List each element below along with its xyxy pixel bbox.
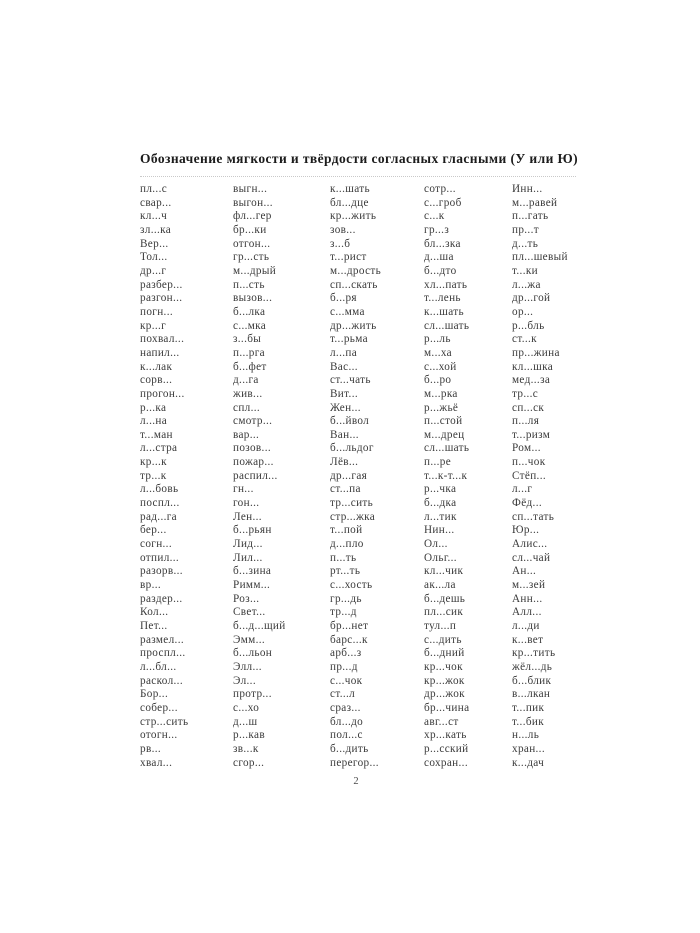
- word-item: др...гой: [512, 292, 551, 305]
- word-item: п...ля: [512, 415, 540, 428]
- word-item: проспл...: [140, 647, 186, 660]
- word-column-2: [233, 183, 330, 770]
- word-item: распил...: [233, 469, 278, 482]
- word-item: сп...ск: [512, 401, 545, 414]
- word-item: б...льон: [233, 647, 273, 660]
- word-item: гр...дь: [330, 592, 362, 605]
- word-item: рад...га: [140, 510, 177, 523]
- word-columns: [140, 183, 576, 770]
- word-item: кл...шка: [512, 360, 554, 373]
- word-item: барс...к: [330, 633, 368, 646]
- word-item: л...жа: [512, 278, 541, 291]
- word-item: бер...: [140, 524, 167, 537]
- word-item: Нин...: [424, 524, 455, 537]
- word-item: д...га: [233, 374, 259, 387]
- word-item: Тол...: [140, 251, 168, 264]
- word-item: р...ка: [140, 401, 167, 414]
- word-item: сл...шать: [424, 442, 470, 455]
- word-item: д...ш: [233, 715, 258, 728]
- word-item: л...ди: [512, 620, 540, 632]
- word-item: к...шать: [330, 183, 370, 195]
- word-item: гон...: [233, 497, 260, 510]
- word-item: кр...г: [140, 319, 167, 332]
- word-item: стр...жка: [330, 510, 376, 523]
- word-item: м...рка: [424, 387, 458, 400]
- word-item: т...рьма: [330, 333, 368, 346]
- word-item: бл...зка: [424, 237, 461, 250]
- word-item: выгн...: [233, 183, 268, 195]
- word-item: Лёв...: [330, 456, 359, 469]
- word-item: гн...: [233, 483, 254, 496]
- word-item: Ан...: [512, 565, 537, 578]
- word-item: сохран...: [424, 756, 468, 769]
- word-item: к...шать: [424, 305, 464, 318]
- word-item: Вер...: [140, 237, 169, 250]
- word-item: Вит...: [330, 387, 358, 400]
- title-underline: [140, 176, 576, 177]
- word-item: собер...: [140, 701, 178, 714]
- word-item: кл...ч: [140, 210, 168, 223]
- word-item: отогн...: [140, 729, 178, 742]
- word-item: т...бик: [512, 715, 545, 728]
- word-item: т...ман: [140, 428, 173, 441]
- word-column-4: [424, 183, 512, 770]
- word-item: б...лка: [233, 305, 266, 318]
- word-item: б...дешь: [424, 592, 466, 605]
- word-item: сп...тать: [512, 510, 555, 523]
- word-item: з...бы: [233, 333, 262, 346]
- word-item: с...к: [424, 210, 445, 223]
- word-item: р...ль: [424, 333, 451, 346]
- word-item: авг...ст: [424, 715, 459, 728]
- word-item: сраз...: [330, 701, 361, 714]
- word-item: протр...: [233, 688, 272, 701]
- word-item: п...стой: [424, 415, 463, 428]
- word-item: Инн...: [512, 183, 543, 195]
- word-item: сл...чай: [512, 551, 551, 564]
- word-item: з...б: [330, 237, 351, 250]
- word-item: гр...з: [424, 223, 450, 236]
- word-item: хран...: [512, 742, 545, 755]
- word-item: разгон...: [140, 292, 183, 305]
- word-item: стр...сить: [140, 715, 189, 728]
- word-item: мед...за: [512, 374, 551, 387]
- word-item: Свет...: [233, 606, 266, 619]
- word-item: б...дто: [424, 264, 457, 277]
- word-item: отгон...: [233, 237, 271, 250]
- word-item: б...йвол: [330, 415, 370, 428]
- word-item: ст...па: [330, 483, 361, 496]
- word-item: др...г: [140, 264, 167, 277]
- word-item: б...дить: [330, 742, 369, 755]
- word-item: н...ль: [512, 729, 540, 742]
- word-item: кр...тить: [512, 647, 556, 660]
- word-item: пол...с: [330, 729, 363, 742]
- word-item: л...стра: [140, 442, 178, 455]
- word-item: спл...: [233, 401, 261, 414]
- word-item: Жен...: [330, 401, 361, 414]
- word-item: с...хо: [233, 701, 260, 714]
- word-item: кр...к: [140, 456, 167, 469]
- word-item: л...па: [330, 346, 358, 359]
- word-item: Роз...: [233, 592, 260, 605]
- word-item: б...дка: [424, 497, 457, 510]
- word-item: р...бль: [512, 319, 545, 332]
- word-item: л...бовь: [140, 483, 179, 496]
- word-item: Эмм...: [233, 633, 266, 646]
- word-item: Ром...: [512, 442, 541, 455]
- word-item: кр...чок: [424, 660, 463, 673]
- word-item: бр...чина: [424, 701, 470, 714]
- word-item: п...ре: [424, 456, 452, 469]
- word-item: тр...д: [330, 606, 357, 619]
- word-item: вызов...: [233, 292, 273, 305]
- word-item: л...на: [140, 415, 168, 428]
- word-item: хл...пать: [424, 278, 468, 291]
- word-item: Эл...: [233, 674, 256, 687]
- word-item: Ольг...: [424, 551, 457, 564]
- word-item: п...сть: [233, 278, 265, 291]
- word-item: напил...: [140, 346, 180, 359]
- word-item: д...ша: [424, 251, 454, 264]
- word-item: сп...скать: [330, 278, 378, 291]
- word-item: Лид...: [233, 538, 263, 551]
- word-item: Лил...: [233, 551, 263, 564]
- word-item: тр...с: [512, 387, 539, 400]
- word-item: кр...жить: [330, 210, 377, 223]
- word-item: Алис...: [512, 538, 548, 551]
- word-item: Анн...: [512, 592, 543, 605]
- word-item: пл...шевый: [512, 251, 568, 264]
- word-item: м...дрый: [233, 264, 277, 277]
- word-item: Пет...: [140, 620, 168, 632]
- word-item: жёл...дь: [512, 660, 553, 673]
- word-item: м...равей: [512, 196, 558, 209]
- word-item: п...рга: [233, 346, 265, 359]
- word-item: р...жьё: [424, 401, 459, 414]
- word-item: т...ризм: [512, 428, 551, 441]
- word-item: б...ря: [330, 292, 357, 305]
- word-item: бл...до: [330, 715, 364, 728]
- word-item: позов...: [233, 442, 272, 455]
- word-item: пр...жина: [512, 346, 560, 359]
- word-item: тул...п: [424, 620, 457, 632]
- word-item: Ван...: [330, 428, 359, 441]
- word-item: бл...дце: [330, 196, 369, 209]
- word-item: т...пой: [330, 524, 363, 537]
- word-item: рт...ть: [330, 565, 361, 578]
- word-item: м...ха: [424, 346, 452, 359]
- word-item: зов...: [330, 223, 356, 236]
- word-item: рв...: [140, 742, 162, 755]
- word-item: др...гая: [330, 469, 368, 482]
- word-item: хр...кать: [424, 729, 467, 742]
- word-item: бр...нет: [330, 620, 369, 632]
- word-item: Юр...: [512, 524, 540, 537]
- word-item: Кол...: [140, 606, 169, 619]
- word-item: Ол...: [424, 538, 448, 551]
- word-item: Бор...: [140, 688, 169, 701]
- word-column-3: [330, 183, 424, 770]
- word-item: с...хость: [330, 579, 373, 592]
- word-column-1: [140, 183, 233, 770]
- word-item: свар...: [140, 196, 172, 209]
- word-item: Элл...: [233, 660, 262, 673]
- word-item: м...дрец: [424, 428, 465, 441]
- word-column-5: [512, 183, 576, 770]
- word-item: т...к-т...к: [424, 469, 468, 482]
- word-item: р...кав: [233, 729, 265, 742]
- word-item: согн...: [140, 538, 172, 551]
- word-item: р...чка: [424, 483, 457, 496]
- word-item: пр...д: [330, 660, 358, 673]
- word-item: с...чок: [330, 674, 363, 687]
- word-item: пожар...: [233, 456, 274, 469]
- word-item: отпил...: [140, 551, 180, 564]
- word-item: жив...: [233, 387, 263, 400]
- word-item: погн...: [140, 305, 173, 318]
- word-item: т...ки: [512, 264, 538, 277]
- word-item: б...дний: [424, 647, 465, 660]
- word-item: с...дить: [424, 633, 462, 646]
- word-item: тр...сить: [330, 497, 374, 510]
- word-item: л...тик: [424, 510, 457, 523]
- word-item: к...дач: [512, 756, 545, 769]
- word-item: м...зей: [512, 579, 546, 592]
- word-item: б...ро: [424, 374, 452, 387]
- word-item: б...льдог: [330, 442, 374, 455]
- word-item: с...мка: [233, 319, 267, 332]
- word-item: Лен...: [233, 510, 262, 523]
- word-item: сл...шать: [424, 319, 470, 332]
- word-item: д...пло: [330, 538, 364, 551]
- word-item: бр...ки: [233, 223, 267, 236]
- word-item: б...д...щий: [233, 620, 286, 632]
- word-item: б...фет: [233, 360, 267, 373]
- word-item: сорв...: [140, 374, 173, 387]
- word-item: Фёд...: [512, 497, 542, 510]
- word-item: др...жить: [330, 319, 377, 332]
- word-item: Алл...: [512, 606, 542, 619]
- word-item: пр...т: [512, 223, 539, 236]
- page-content: [140, 150, 579, 770]
- word-item: п...гать: [512, 210, 549, 223]
- word-item: р...сский: [424, 742, 469, 755]
- word-item: поспл...: [140, 497, 180, 510]
- word-item: кр...жок: [424, 674, 465, 687]
- word-item: м...дрость: [330, 264, 382, 277]
- word-item: вр...: [140, 579, 162, 592]
- word-item: т...лень: [424, 292, 461, 305]
- word-item: пл...сик: [424, 606, 464, 619]
- word-item: п...ть: [330, 551, 357, 564]
- word-item: кл...чик: [424, 565, 464, 578]
- word-item: т...рист: [330, 251, 367, 264]
- word-item: раздер...: [140, 592, 183, 605]
- word-item: перегор...: [330, 756, 379, 769]
- word-item: хвал...: [140, 756, 173, 769]
- word-item: размел...: [140, 633, 184, 646]
- word-item: с...гроб: [424, 196, 462, 209]
- word-item: разорв...: [140, 565, 183, 578]
- word-item: прогон...: [140, 387, 185, 400]
- word-item: раскол...: [140, 674, 183, 687]
- word-item: пл...с: [140, 183, 168, 195]
- word-item: сгор...: [233, 756, 265, 769]
- word-item: д...ть: [512, 237, 539, 250]
- word-item: с...хой: [424, 360, 457, 373]
- word-item: зв...к: [233, 742, 259, 755]
- word-item: ор...: [512, 305, 534, 318]
- word-item: похвал...: [140, 333, 185, 346]
- word-item: вар...: [233, 428, 260, 441]
- word-item: смотр...: [233, 415, 273, 428]
- word-item: в...лкан: [512, 688, 551, 701]
- page-title: Обозначение мягкости и твёрдости согласных гласными (У или Ю): [140, 151, 579, 166]
- word-item: т...пик: [512, 701, 545, 714]
- word-item: к...лак: [140, 360, 173, 373]
- word-item: б...блик: [512, 674, 552, 687]
- word-item: ак...ла: [424, 579, 456, 592]
- word-item: б...зина: [233, 565, 272, 578]
- word-item: л...г: [512, 483, 533, 496]
- word-item: зл...ка: [140, 223, 172, 236]
- word-item: с...мма: [330, 305, 365, 318]
- word-item: тр...к: [140, 469, 167, 482]
- word-item: л...бл...: [140, 660, 177, 673]
- word-item: Вас...: [330, 360, 358, 373]
- word-item: ст...к: [512, 333, 537, 346]
- word-item: гр...сть: [233, 251, 270, 264]
- word-item: п...чок: [512, 456, 546, 469]
- word-item: Стёп...: [512, 469, 546, 482]
- word-item: сотр...: [424, 183, 456, 195]
- word-item: ст...л: [330, 688, 356, 701]
- word-item: ст...чать: [330, 374, 371, 387]
- word-item: разбер...: [140, 278, 183, 291]
- word-item: к...вет: [512, 633, 544, 646]
- word-item: арб...з: [330, 647, 362, 660]
- word-item: б...рьян: [233, 524, 272, 537]
- word-item: выгон...: [233, 196, 273, 209]
- word-item: фл...гер: [233, 210, 272, 223]
- word-item: Римм...: [233, 579, 271, 592]
- word-item: др...жок: [424, 688, 465, 701]
- page-number: 2: [353, 776, 359, 787]
